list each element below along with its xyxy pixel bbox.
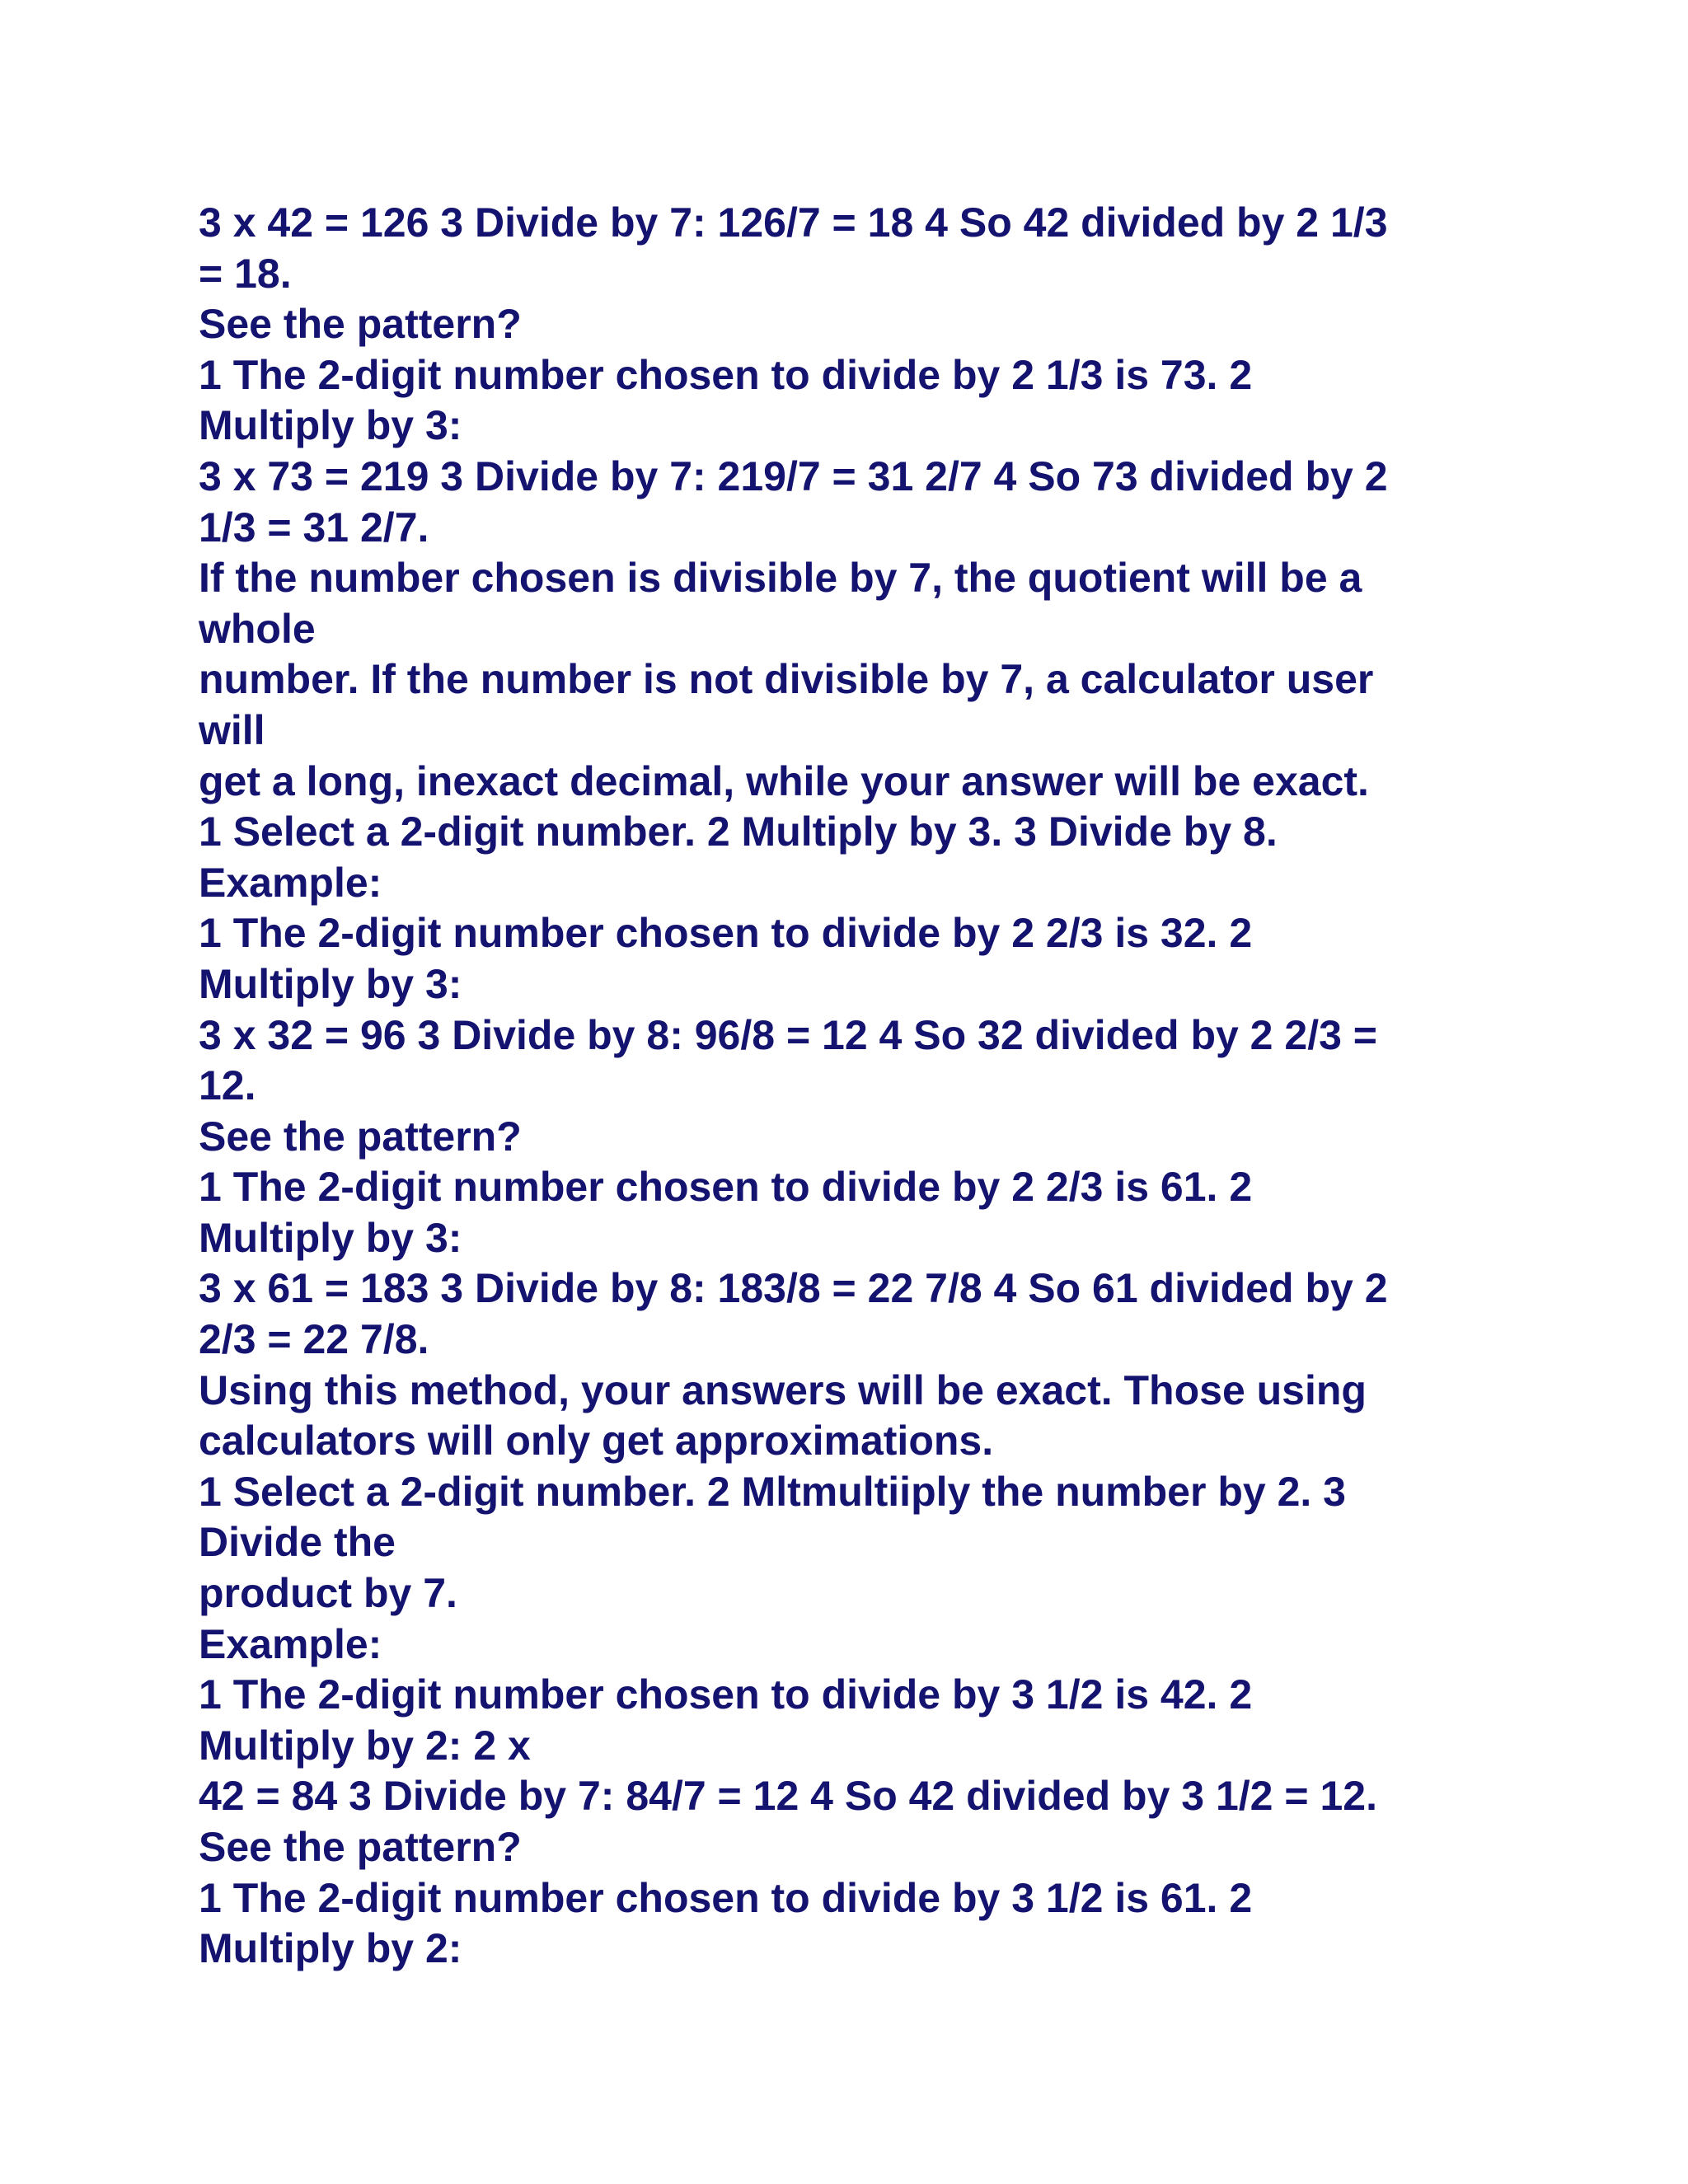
text-line: 1 The 2-digit number chosen to divide by 3 1/2 is 42. 2 <box>199 1671 1253 1718</box>
text-line: See the pattern? <box>199 1824 522 1870</box>
text-line: number. If the number is not divisible by 7, a calculator user <box>199 656 1374 703</box>
text-line: 1 The 2-digit number chosen to divide by 2 1/3 is 73. 2 <box>199 351 1253 398</box>
text-line: 1 Select a 2-digit number. 2 Multiply by 3. 3 Divide by 8. <box>199 808 1278 855</box>
text-line: will <box>199 706 265 753</box>
text-line: Multiply by 3: <box>199 1214 462 1261</box>
text-line: Example: <box>199 859 382 906</box>
text-line: 3 x 73 = 219 3 Divide by 7: 219/7 = 31 2/7 4 So 73 divided by 2 <box>199 452 1388 499</box>
text-line: get a long, inexact decimal, while your answer will be exact. <box>199 757 1369 804</box>
text-line: Multiply by 3: <box>199 960 462 1007</box>
text-line: whole <box>199 605 316 652</box>
text-line: Divide the <box>199 1519 396 1566</box>
text-line: If the number chosen is divisible by 7, the quotient will be a <box>199 555 1362 602</box>
text-line: See the pattern? <box>199 301 522 348</box>
text-line: 2/3 = 22 7/8. <box>199 1316 429 1363</box>
text-line: 1 The 2-digit number chosen to divide by 2 2/3 is 61. 2 <box>199 1164 1253 1211</box>
text-line: 3 x 32 = 96 3 Divide by 8: 96/8 = 12 4 So 32 divided by 2 2/3 = <box>199 1011 1377 1058</box>
text-line: = 18. <box>199 250 292 297</box>
text-line: Using this method, your answers will be exact. Those using <box>199 1366 1367 1413</box>
text-line: 1/3 = 31 2/7. <box>199 504 429 551</box>
text-line: Example: <box>199 1620 382 1667</box>
text-line: 1 Select a 2-digit number. 2 Mltmultiiply the number by 2. 3 <box>199 1468 1346 1515</box>
text-line: 12. <box>199 1062 256 1109</box>
text-line: 1 The 2-digit number chosen to divide by 3 1/2 is 61. 2 <box>199 1874 1253 1921</box>
text-line: Multiply by 2: 2 x <box>199 1722 531 1769</box>
text-line: 1 The 2-digit number chosen to divide by 2 2/3 is 32. 2 <box>199 910 1253 957</box>
text-line: 42 = 84 3 Divide by 7: 84/7 = 12 4 So 42 divided by 3 1/2 = 12. <box>199 1773 1377 1820</box>
text-line: calculators will only get approximations. <box>199 1418 994 1465</box>
text-line: See the pattern? <box>199 1113 522 1160</box>
text-line: Multiply by 2: <box>199 1925 462 1972</box>
text-line: Multiply by 3: <box>199 402 462 449</box>
text-line: 3 x 42 = 126 3 Divide by 7: 126/7 = 18 4 So 42 divided by 2 1/3 <box>199 199 1388 246</box>
document-text-block <box>199 198 1517 1975</box>
text-line: product by 7. <box>199 1570 457 1617</box>
text-line: 3 x 61 = 183 3 Divide by 8: 183/8 = 22 7/8 4 So 61 divided by 2 <box>199 1265 1388 1312</box>
